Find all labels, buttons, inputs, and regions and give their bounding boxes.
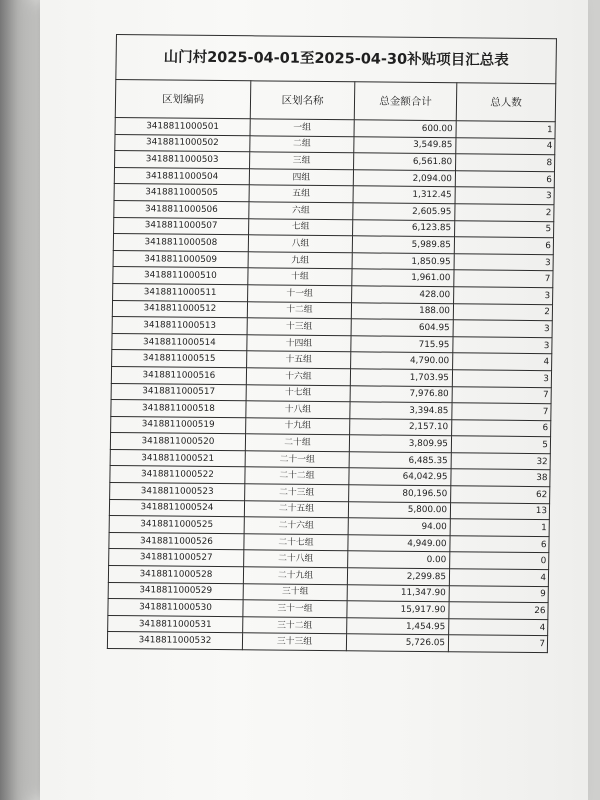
region-name-cell: 二十五组 bbox=[244, 500, 348, 518]
region-code-cell: 3418811000515 bbox=[112, 350, 247, 368]
region-name-cell: 二十二组 bbox=[245, 467, 349, 485]
amount-cell: 600.00 bbox=[354, 120, 456, 138]
region-code-cell: 3418811000511 bbox=[113, 283, 248, 301]
people-count-cell: 6 bbox=[450, 536, 549, 554]
amount-cell: 6,485.35 bbox=[349, 452, 451, 470]
people-count-cell: 6 bbox=[454, 237, 553, 255]
region-code-cell: 3418811000520 bbox=[110, 433, 245, 451]
region-code-cell: 3418811000508 bbox=[113, 234, 248, 252]
region-name-cell: 二组 bbox=[250, 135, 354, 153]
amount-cell: 428.00 bbox=[352, 286, 454, 304]
people-count-cell: 3 bbox=[455, 187, 554, 205]
region-name-cell: 一组 bbox=[250, 119, 354, 137]
amount-cell: 4,949.00 bbox=[348, 535, 450, 553]
region-name-cell: 十四组 bbox=[247, 334, 351, 352]
region-code-cell: 3418811000524 bbox=[109, 499, 244, 517]
amount-cell: 4,790.00 bbox=[351, 352, 453, 370]
region-code-cell: 3418811000512 bbox=[112, 300, 247, 318]
people-count-cell: 4 bbox=[456, 137, 555, 155]
region-code-cell: 3418811000507 bbox=[114, 217, 249, 235]
people-count-cell: 6 bbox=[455, 171, 554, 189]
region-code-cell: 3418811000502 bbox=[115, 134, 250, 152]
region-name-cell: 十三组 bbox=[247, 318, 351, 336]
region-name-cell: 十组 bbox=[248, 268, 352, 286]
people-count-cell: 1 bbox=[456, 121, 555, 139]
people-count-cell: 8 bbox=[456, 154, 555, 172]
region-code-cell: 3418811000506 bbox=[114, 200, 249, 218]
people-count-cell: 7 bbox=[448, 635, 547, 653]
people-count-cell: 0 bbox=[450, 552, 549, 570]
region-code-cell: 3418811000513 bbox=[112, 317, 247, 335]
header-row bbox=[115, 80, 556, 122]
amount-cell: 15,917.90 bbox=[347, 601, 449, 619]
people-count-cell: 4 bbox=[453, 353, 552, 371]
region-code-cell: 3418811000516 bbox=[111, 366, 246, 384]
region-name-cell: 二十三组 bbox=[245, 484, 349, 502]
amount-cell: 2,299.85 bbox=[347, 568, 449, 586]
people-count-cell: 3 bbox=[453, 320, 552, 338]
people-count-cell: 2 bbox=[455, 204, 554, 222]
region-code-cell: 3418811000532 bbox=[107, 632, 242, 650]
amount-cell: 5,989.85 bbox=[352, 236, 454, 254]
table-row bbox=[107, 632, 547, 653]
region-name-cell: 八组 bbox=[248, 235, 352, 253]
region-name-cell: 二十八组 bbox=[244, 550, 348, 568]
people-count-cell: 5 bbox=[455, 220, 554, 238]
region-name-cell: 三十组 bbox=[243, 583, 347, 601]
region-code-cell: 3418811000501 bbox=[115, 117, 250, 135]
amount-cell: 2,605.95 bbox=[353, 203, 455, 221]
title-row bbox=[116, 35, 557, 84]
subsidy-summary-table bbox=[107, 34, 557, 653]
amount-cell: 188.00 bbox=[351, 302, 453, 320]
region-code-cell: 3418811000521 bbox=[110, 449, 245, 467]
amount-cell: 80,196.50 bbox=[349, 485, 451, 503]
people-count-cell: 38 bbox=[451, 469, 550, 487]
people-count-cell: 62 bbox=[451, 486, 550, 504]
amount-cell: 64,042.95 bbox=[349, 468, 451, 486]
region-code-cell: 3418811000528 bbox=[108, 565, 243, 583]
region-code-cell: 3418811000527 bbox=[109, 549, 244, 567]
region-code-cell: 3418811000518 bbox=[111, 400, 246, 418]
amount-cell: 5,800.00 bbox=[348, 501, 450, 519]
amount-cell: 6,123.85 bbox=[353, 219, 455, 237]
region-name-cell: 十九组 bbox=[246, 417, 350, 435]
region-code-cell: 3418811000504 bbox=[114, 167, 249, 185]
people-count-cell: 3 bbox=[454, 254, 553, 272]
region-name-cell: 十六组 bbox=[246, 368, 350, 386]
people-count-cell: 3 bbox=[453, 336, 552, 354]
region-name-cell: 二十组 bbox=[245, 434, 349, 452]
people-count-cell: 13 bbox=[450, 502, 549, 520]
header-amount: 总金额合计 bbox=[354, 82, 457, 121]
region-name-cell: 十七组 bbox=[246, 384, 350, 402]
people-count-cell: 26 bbox=[449, 602, 548, 620]
region-name-cell: 二十一组 bbox=[245, 451, 349, 469]
table-body bbox=[107, 35, 556, 653]
region-code-cell: 3418811000522 bbox=[110, 466, 245, 484]
region-code-cell: 3418811000530 bbox=[108, 599, 243, 617]
people-count-cell: 7 bbox=[454, 270, 553, 288]
region-code-cell: 3418811000531 bbox=[108, 615, 243, 633]
region-name-cell: 九组 bbox=[248, 252, 352, 270]
region-name-cell: 三十二组 bbox=[243, 617, 347, 635]
people-count-cell: 3 bbox=[454, 287, 553, 305]
region-name-cell: 三组 bbox=[250, 152, 354, 170]
people-count-cell: 32 bbox=[451, 453, 550, 471]
amount-cell: 2,157.10 bbox=[350, 418, 452, 436]
amount-cell: 1,312.45 bbox=[353, 186, 455, 204]
people-count-cell: 6 bbox=[452, 419, 551, 437]
amount-cell: 1,454.95 bbox=[347, 618, 449, 636]
summary-table-sheet bbox=[105, 34, 556, 763]
region-name-cell: 二十九组 bbox=[243, 567, 347, 585]
region-code-cell: 3418811000519 bbox=[111, 416, 246, 434]
amount-cell: 1,850.95 bbox=[352, 253, 454, 271]
region-name-cell: 四组 bbox=[249, 169, 353, 187]
people-count-cell: 7 bbox=[452, 386, 551, 404]
people-count-cell: 3 bbox=[452, 370, 551, 388]
amount-cell: 2,094.00 bbox=[353, 170, 455, 188]
people-count-cell: 2 bbox=[453, 303, 552, 321]
header-name: 区划名称 bbox=[250, 81, 355, 120]
region-code-cell: 3418811000517 bbox=[111, 383, 246, 401]
people-count-cell: 4 bbox=[449, 619, 548, 637]
amount-cell: 5,726.05 bbox=[346, 634, 448, 652]
amount-cell: 3,809.95 bbox=[349, 435, 451, 453]
amount-cell: 1,961.00 bbox=[352, 269, 454, 287]
region-name-cell: 十五组 bbox=[247, 351, 351, 369]
region-code-cell: 3418811000523 bbox=[110, 483, 245, 501]
amount-cell: 604.95 bbox=[351, 319, 453, 337]
people-count-cell: 7 bbox=[452, 403, 551, 421]
region-code-cell: 3418811000514 bbox=[112, 333, 247, 351]
amount-cell: 94.00 bbox=[348, 518, 450, 536]
region-code-cell: 3418811000525 bbox=[109, 516, 244, 534]
region-name-cell: 三十一组 bbox=[243, 600, 347, 618]
page-title: 山门村2025-04-01至2025-04-30补贴项目汇总表 bbox=[116, 35, 557, 84]
region-name-cell: 十二组 bbox=[247, 301, 351, 319]
region-name-cell: 二十六组 bbox=[244, 517, 348, 535]
amount-cell: 3,549.85 bbox=[354, 136, 456, 154]
region-code-cell: 3418811000510 bbox=[113, 267, 248, 285]
region-code-cell: 3418811000529 bbox=[108, 582, 243, 600]
amount-cell: 1,703.95 bbox=[350, 369, 452, 387]
region-code-cell: 3418811000505 bbox=[114, 184, 249, 202]
amount-cell: 715.95 bbox=[351, 335, 453, 353]
region-name-cell: 三十三组 bbox=[242, 633, 346, 651]
header-count: 总人数 bbox=[456, 83, 556, 122]
region-name-cell: 十八组 bbox=[246, 401, 350, 419]
region-name-cell: 二十七组 bbox=[244, 534, 348, 552]
amount-cell: 11,347.90 bbox=[347, 584, 449, 602]
amount-cell: 0.00 bbox=[348, 551, 450, 569]
header-code: 区划编码 bbox=[115, 80, 251, 119]
region-code-cell: 3418811000526 bbox=[109, 532, 244, 550]
people-count-cell: 9 bbox=[449, 585, 548, 603]
region-name-cell: 七组 bbox=[249, 218, 353, 236]
people-count-cell: 1 bbox=[450, 519, 549, 537]
paper-sheet bbox=[40, 0, 588, 800]
amount-cell: 6,561.80 bbox=[354, 153, 456, 171]
region-name-cell: 六组 bbox=[249, 202, 353, 220]
people-count-cell: 4 bbox=[449, 569, 548, 587]
amount-cell: 7,976.80 bbox=[350, 385, 452, 403]
region-name-cell: 五组 bbox=[249, 185, 353, 203]
amount-cell: 3,394.85 bbox=[350, 402, 452, 420]
region-name-cell: 十一组 bbox=[248, 285, 352, 303]
region-code-cell: 3418811000509 bbox=[113, 250, 248, 268]
region-code-cell: 3418811000503 bbox=[115, 151, 250, 169]
people-count-cell: 5 bbox=[451, 436, 550, 454]
